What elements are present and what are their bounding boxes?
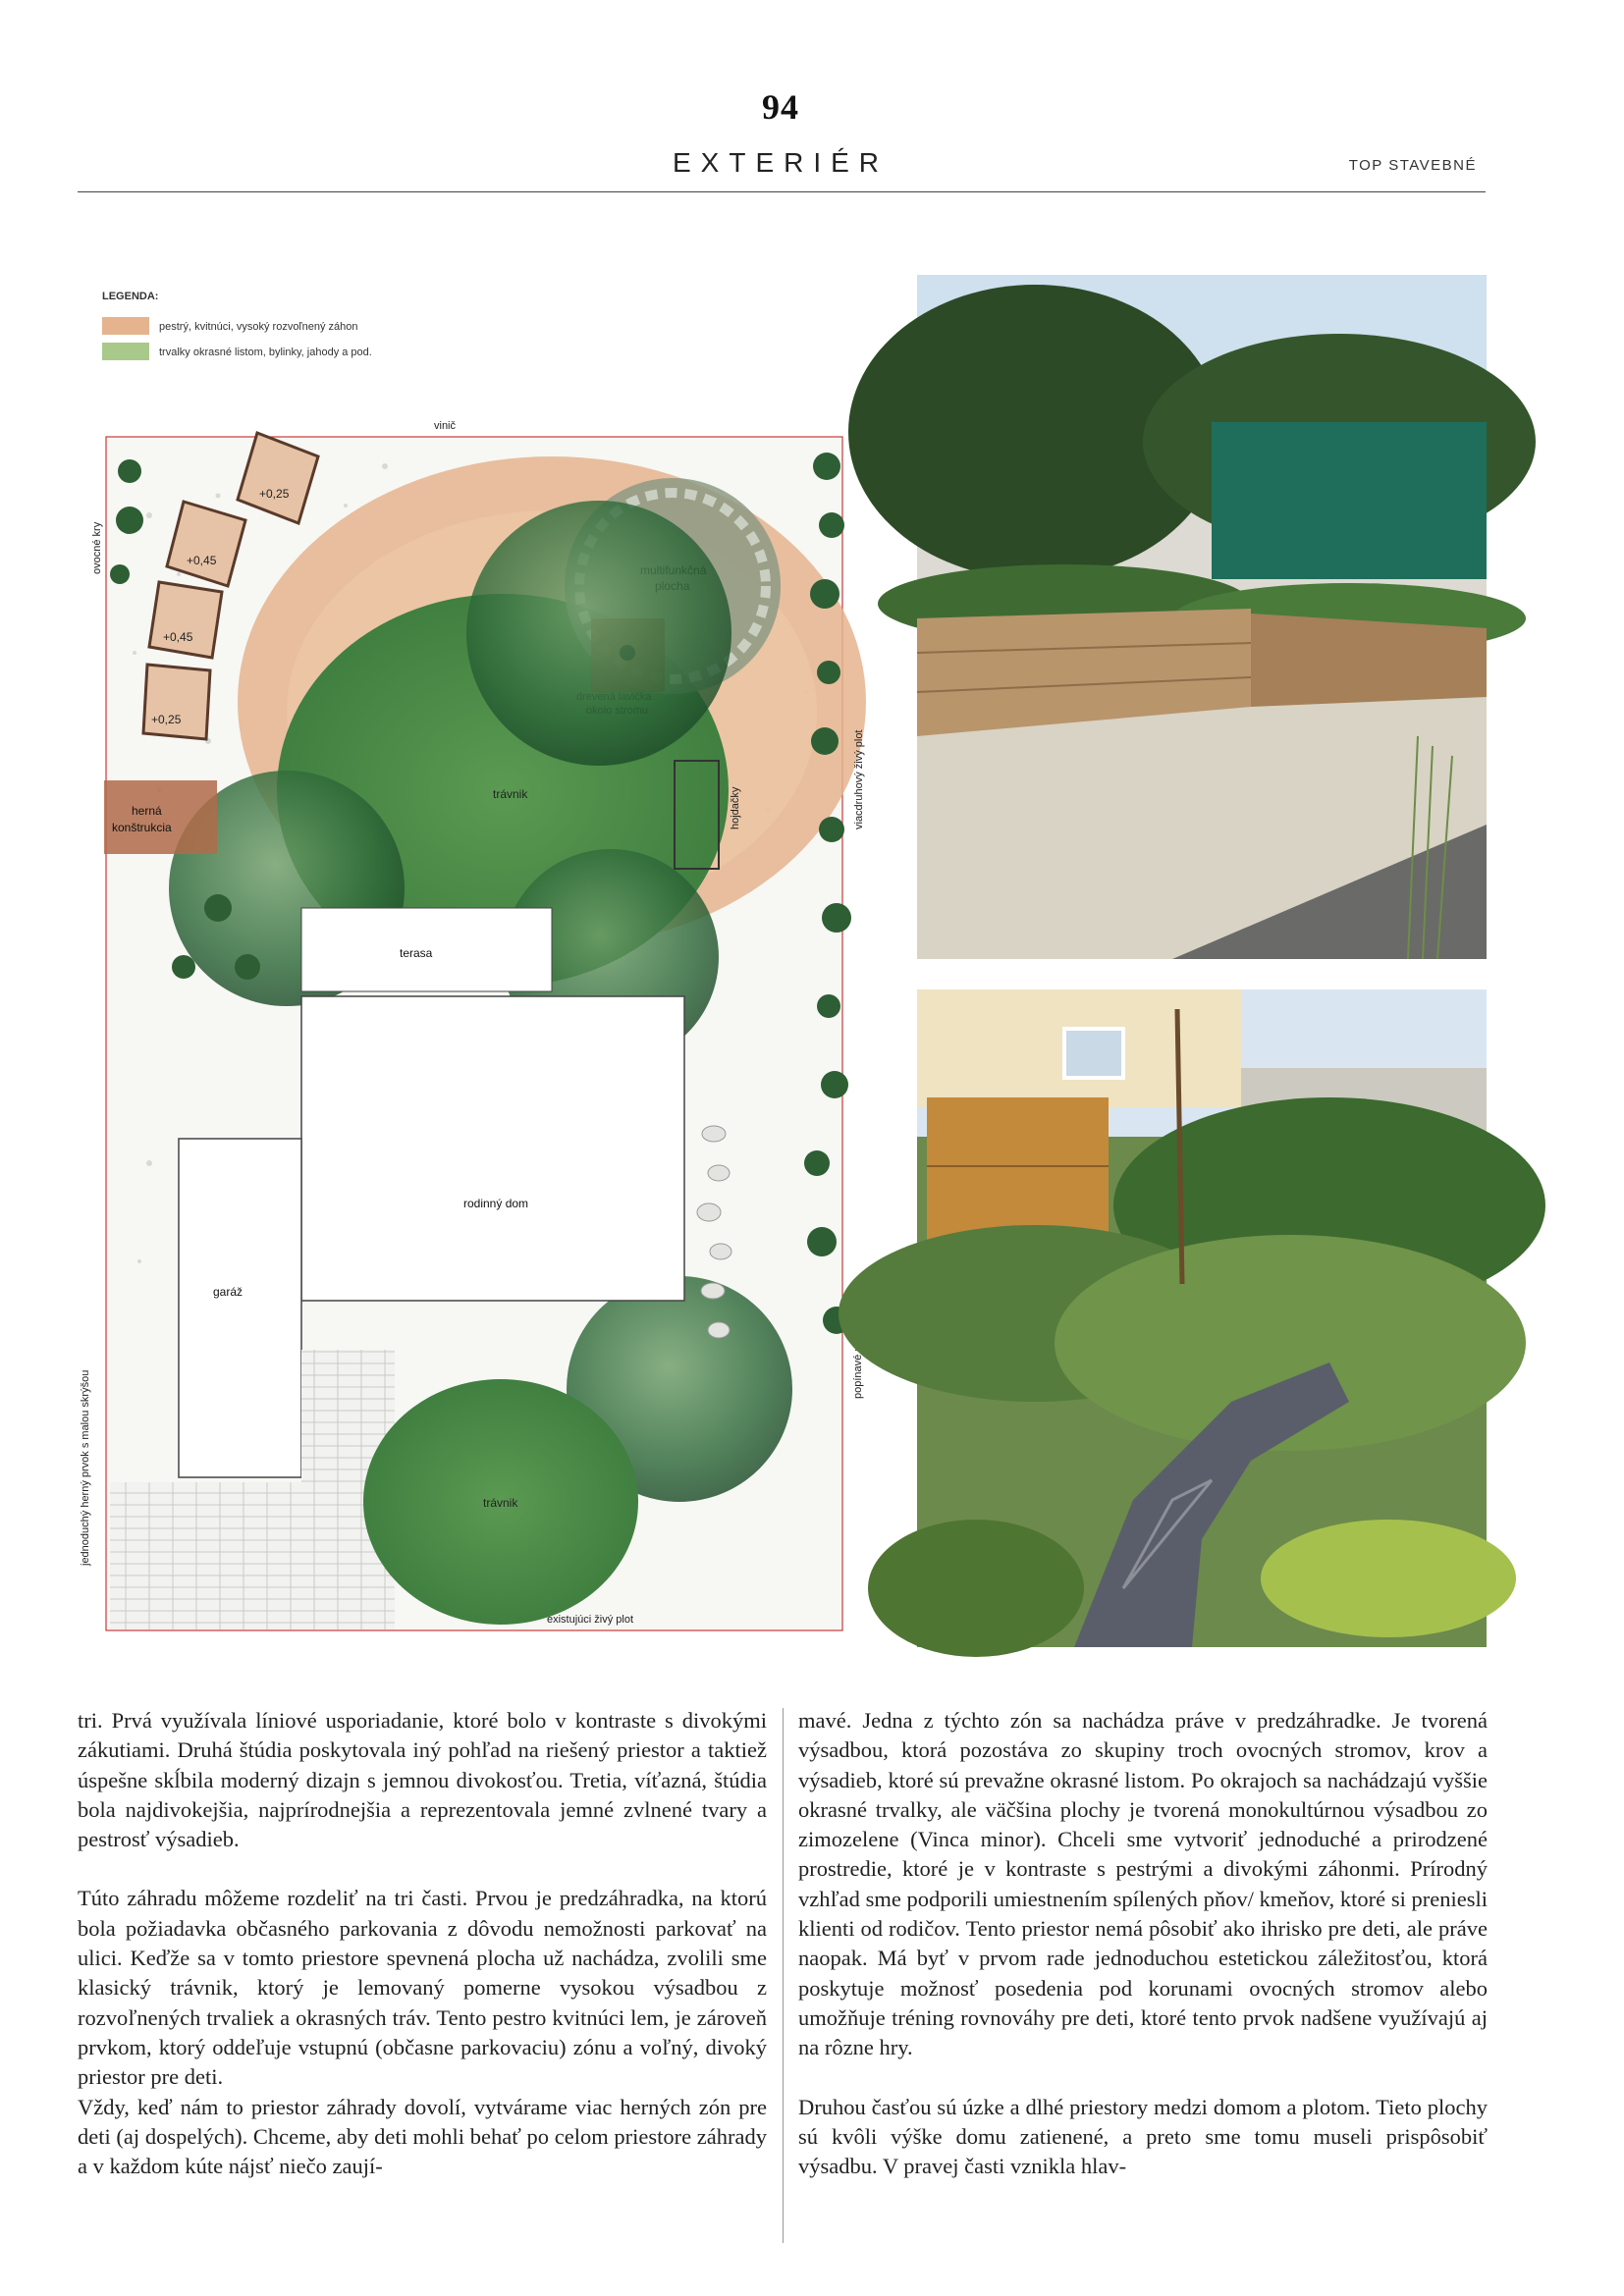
hedge-label: viacdruhový živý plot <box>853 729 865 829</box>
house-label: rodinný dom <box>463 1197 529 1210</box>
photo-raised-beds <box>917 275 1487 959</box>
fruit-shrubs-label: ovocné kry <box>91 521 103 574</box>
paragraph: Druhou časťou sú úzke a dlhé priestory medzi domom a plotom. Tieto plochy sú kvôli výške domu zatienené, a preto sme tomu museli prispôsobiť výsadbu. V pravej časti vznikla hlav- <box>798 2094 1488 2179</box>
bed-height-2: +0,45 <box>187 554 217 567</box>
legend-swatch-flowering <box>102 317 149 335</box>
legend-swatch-perennials <box>102 343 149 360</box>
article-column-right <box>798 1706 1488 2181</box>
paragraph: mavé. Jedna z týchto zón sa nachádza práve v predzáhradke. Je tvorená výsadbou, ktorá pozostáva zo skupiny troch ovocných stromov, krov a výsadieb, ktoré sú prevažne okrasné listom. Po okrajoch sa nachádzajú vyššie okrasné trvalky, ale väčšina plochy je tvorená monokultúrnou výsadbou zo zimozelene (Vinca minor). Chceli sme vytvoriť jednoduché a prirodzené prostredie, ktoré je v kontraste s pestrými a divokými záhonmi. Prírodný vzhľad sme podporili umiestnením spílených pňov/ kmeňov, ktoré si preniesli klienti od rodičov. Tento priestor nemá pôsobiť ako ihrisko pre deti, ale práve naopak. Má byť v prvom rade jednoduchou estetickou záležitosťou, ktorá poskytuje možnosť posedenia pod korunami ovocných stromov alebo umožňuje tréning rovnováhy pre deti, ktoré tento prvok nadšene využívajú aj na rôzne hry. <box>798 1708 1488 2060</box>
climbing-plants-label: popínavé rastliny <box>852 1316 864 1399</box>
garage-label: garáž <box>213 1285 244 1299</box>
legend-title: LEGENDA: <box>102 291 159 302</box>
swings-label: hojdačky <box>730 786 741 829</box>
photo-stone-path <box>917 989 1487 1647</box>
play-structure-label-2: konštrukcia <box>112 821 172 834</box>
legend-label-perennials: trvalky okrasné listom, bylinky, jahody a pod. <box>159 347 372 358</box>
bed-height-4: +0,25 <box>151 713 182 726</box>
paragraph: Túto záhradu môžeme rozdeliť na tri časti. Prvou je predzáhradka, na ktorú bola požiadavka občasného parkovania z dôvodu nemožnosti parkovať na ulici. Keďže sa v tomto priestore spevnená plocha už nachádza, zvolili sme klasický trávnik, ktorý je lemovaný pomerne vysokou výsadbou z rozvoľnených trvaliek a okrasných tráv. Tento pestro kvitnúci lem, je zároveň prvkom, ktorý oddeľuje vstupnú (občasne parkovaciu) zónu a voľný, divoký priestor pre deti. <box>78 1886 767 2090</box>
play-structure-label-1: herná <box>132 804 162 818</box>
paragraph: Vždy, keď nám to priestor záhrady dovolí, vytvárame viac herných zón pre deti (aj dospelých). Chceme, aby deti mohli behať po celom priestore záhrady a v každom kúte nájsť niečo zaují- <box>78 2094 767 2179</box>
driveway-paving <box>110 1482 395 1629</box>
playground-element-label: jednoduchý herný prvok s malou skrýšou <box>80 1369 91 1566</box>
bed-height-1: +0,25 <box>259 487 290 501</box>
garden-plan <box>80 280 891 1649</box>
magazine-name: TOP STAVEBNÉ <box>1348 157 1477 174</box>
house <box>301 996 684 1301</box>
terrace-label: terasa <box>400 946 433 960</box>
column-divider <box>783 1708 784 2243</box>
legend-label-flowering: pestrý, kvitnúci, vysoký rozvoľnený záhon <box>159 321 358 333</box>
section-title: EXTERIÉR <box>672 147 890 178</box>
vine-label: vinič <box>434 420 457 432</box>
bed-height-3: +0,45 <box>163 630 193 644</box>
page-number: 94 <box>762 87 799 127</box>
lawn-label-1: trávnik <box>493 787 528 801</box>
lawn-label-2: trávnik <box>483 1496 518 1510</box>
header-rule <box>78 191 1486 192</box>
paragraph: tri. Prvá využívala líniové usporiadanie, ktoré bolo v kontraste s divokými zákutiami. Druhá štúdia poskytovala iný pohľad na riešený priestor a taktiež úspešne skĺbila moderný dizajn s jemnou divokosťou. Tretia, víťazná, štúdia bola najdivokejšia, najprírodnejšia a reprezentovala jemné zvlnené tvary a pestrosť výsadieb. <box>78 1708 767 1852</box>
article-column-left <box>78 1706 767 2181</box>
existing-hedge-label: existujúci živý plot <box>547 1614 634 1626</box>
garage <box>179 1139 301 1477</box>
